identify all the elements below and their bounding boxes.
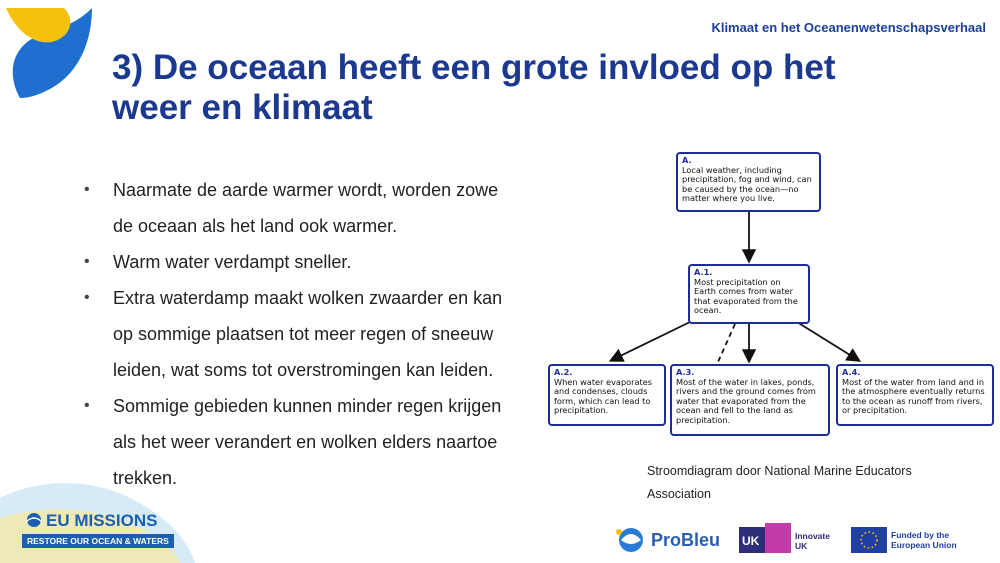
flow-box-text: Most of the water in lakes, ponds, rivers and the ground comes from water that evaporated from the ocean and fell to the land as precipitation. bbox=[676, 376, 816, 425]
arrow-a1-to-a3-dashed bbox=[718, 324, 735, 362]
flow-box-text: Local weather, including precipitation, fog and wind, can be caused by the ocean—no matter where you live. bbox=[682, 164, 812, 204]
flow-box-id: A.4. bbox=[842, 367, 861, 377]
arrow-a1-to-a4 bbox=[797, 322, 858, 360]
bullet-text: Warm water verdampt sneller. bbox=[113, 252, 352, 272]
flow-box-id: A.1. bbox=[694, 267, 713, 277]
probleu-logo bbox=[615, 524, 725, 556]
figure-caption: Stroomdiagram door National Marine Educators Association bbox=[647, 464, 912, 501]
bullet-text: op sommige plaatsen tot meer regen of sneeuw bbox=[113, 324, 494, 344]
bullet-item bbox=[84, 244, 546, 280]
page-title: 3) De oceaan heeft een grote invloed op het weer en klimaat bbox=[112, 48, 836, 127]
eu-missions-logo bbox=[0, 478, 200, 563]
eu-funding-text: Funded by the European Union bbox=[891, 530, 957, 550]
flow-box-a3 bbox=[670, 364, 830, 436]
bullet-text: de oceaan als het land ook warmer. bbox=[113, 216, 398, 236]
flow-box-id: A.2. bbox=[554, 367, 573, 377]
bullet-icon: • bbox=[84, 289, 90, 306]
bullet-list bbox=[84, 172, 546, 496]
arrow-a1-to-a2 bbox=[612, 322, 690, 360]
innovate-uk-text: Innovate UK bbox=[795, 531, 830, 551]
bullet-icon: • bbox=[84, 181, 90, 198]
bullet-text: Sommige gebieden kunnen minder regen krijgen bbox=[113, 396, 502, 416]
bullet-item bbox=[84, 172, 546, 244]
eu-flag-icon bbox=[851, 527, 887, 553]
flow-box-id: A. bbox=[682, 155, 692, 165]
flow-box-id: A.3. bbox=[676, 367, 695, 377]
flow-box-text: Most of the water from land and in the atmosphere eventually returns to the ocean as runoff from rivers, or precipitation. bbox=[842, 376, 985, 416]
flow-box-text: Most precipitation on Earth comes from water that evaporated from the ocean. bbox=[694, 276, 798, 316]
flow-box-a1 bbox=[688, 264, 810, 324]
bullet-text: Naarmate de aarde warmer wordt, worden zowe bbox=[113, 180, 499, 200]
bullet-text: als het weer verandert en wolken elders naartoe bbox=[113, 432, 498, 452]
bullet-icon: • bbox=[84, 397, 90, 414]
flow-box-text: When water evaporates and condenses, clouds form, which can lead to precipitation. bbox=[554, 376, 653, 416]
corner-logo-shape bbox=[0, 0, 100, 100]
flow-box-a bbox=[676, 152, 821, 212]
bullet-item bbox=[84, 280, 546, 388]
eu-funding-logo bbox=[851, 527, 991, 555]
flow-box-a4 bbox=[836, 364, 994, 426]
eu-missions-subtitle: RESTORE OUR OCEAN & WATERS bbox=[22, 534, 174, 548]
bullet-text: Extra waterdamp maakt wolken zwaarder en kan bbox=[113, 288, 503, 308]
bullet-text: leiden, wat soms tot overstromingen kan leiden. bbox=[113, 360, 494, 380]
flow-box-a2 bbox=[548, 364, 666, 426]
series-title: Klimaat en het Oceanenwetenschapsverhaal bbox=[711, 20, 986, 35]
probleu-text: ProBleu bbox=[651, 530, 721, 550]
ukri-icon bbox=[739, 523, 791, 555]
eu-missions-title: EU MISSIONS bbox=[46, 511, 158, 530]
svg-text:UK: UK bbox=[742, 534, 760, 548]
bullet-text: trekken. bbox=[113, 468, 178, 488]
probleu-icon bbox=[615, 526, 647, 554]
innovate-uk-logo bbox=[739, 523, 839, 555]
bullet-icon: • bbox=[84, 253, 90, 270]
